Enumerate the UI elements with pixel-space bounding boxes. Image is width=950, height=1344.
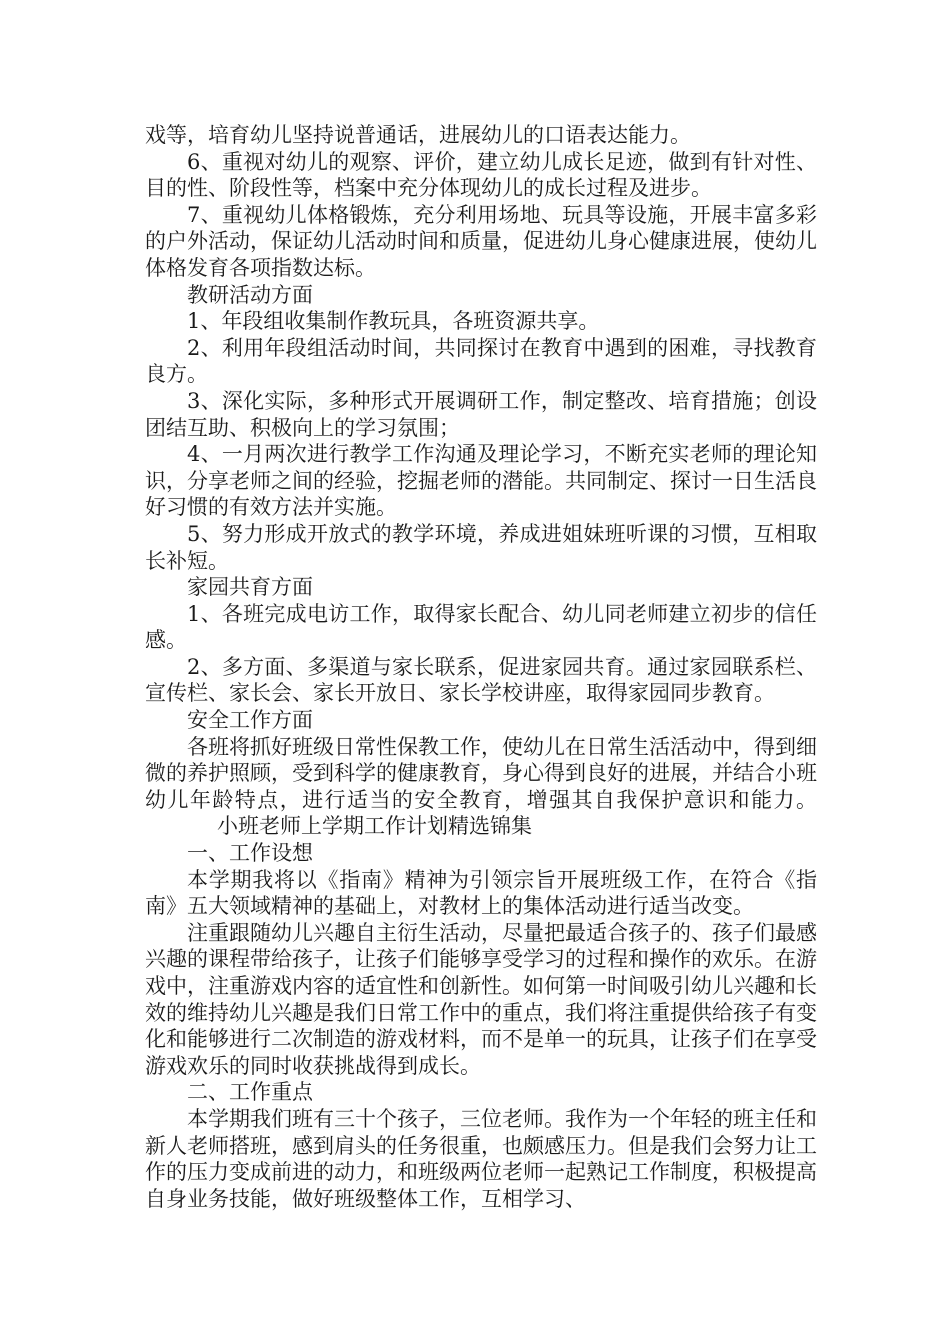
paragraph: 4、一月两次进行教学工作沟通及理论学习，不断充实老师的理论知识，分享老师之间的经验，挖掘老师的潜能。共同制定、探讨一日生活良好习惯的有效方法并实施。 bbox=[145, 442, 817, 520]
section-heading: 家园共育方面 bbox=[187, 575, 313, 600]
paragraph: 2、利用年段组活动时间，共同探讨在教育中遇到的困难，寻找教育良方。 bbox=[145, 335, 817, 387]
paragraph: 注重跟随幼儿兴趣自主衍生活动，尽量把最适合孩子的、孩子们最感兴趣的课程带给孩子，让孩子们能够享受学习的过程和操作的欢乐。在游戏中，注重游戏内容的适宜性和创新性。如何第一时间吸引幼儿兴趣和长效的维持幼儿兴趣是我们日常工作中的重点，我们将注重提供给孩子有变化和能够进行二次制造的游戏材料，而不是单一的玩具，让孩子们在享受游戏欢乐的同时收获挑战得到成长。 bbox=[145, 920, 817, 1078]
paragraph: 2、多方面、多渠道与家长联系，促进家园共育。通过家园联系栏、宣传栏、家长会、家长开放日、家长学校讲座，取得家园同步教育。 bbox=[145, 654, 817, 706]
paragraph: 1、各班完成电访工作，取得家长配合、幼儿同老师建立初步的信任感。 bbox=[145, 601, 817, 653]
paragraph: 戏等，培育幼儿坚持说普通话，进展幼儿的口语表达能力。 bbox=[145, 123, 691, 147]
paragraph bbox=[145, 734, 817, 840]
document-title: 小班老师上学期工作计划精选锦集 bbox=[217, 814, 532, 839]
section-heading: 二、工作重点 bbox=[187, 1080, 313, 1105]
section-heading: 安全工作方面 bbox=[187, 708, 313, 733]
paragraph-text: 各班将抓好班级日常性保教工作，使幼儿在日常生活活动中，得到细微的养护照顾，受到科学的健康教育，身心得到良好的进展，并结合小班幼儿年龄特点，进行适当的安全教育，增强其自我保护意识和能力。 bbox=[145, 734, 817, 812]
section-heading: 教研活动方面 bbox=[187, 282, 313, 307]
paragraph: 本学期我们班有三十个孩子，三位老师。我作为一个年轻的班主任和新人老师搭班，感到肩头的任务很重，也颇感压力。但是我们会努力让工作的压力变成前进的动力，和班级两位老师一起熟记工作制度，积极提高自身业务技能，做好班级整体工作，互相学习、 bbox=[145, 1106, 817, 1211]
paragraph: 3、深化实际，多种形式开展调研工作，制定整改、培育措施；创设团结互助、积极向上的学习氛围； bbox=[145, 388, 817, 440]
paragraph: 5、努力形成开放式的教学环境，养成进姐妹班听课的习惯，互相取长补短。 bbox=[145, 521, 817, 573]
paragraph: 7、重视幼儿体格锻炼，充分利用场地、玩具等设施，开展丰富多彩的户外活动，保证幼儿活动时间和质量，促进幼儿身心健康进展，使幼儿体格发育各项指数达标。 bbox=[145, 202, 817, 280]
paragraph: 6、重视对幼儿的观察、评价，建立幼儿成长足迹，做到有针对性、目的性、阶段性等，档案中充分体现幼儿的成长过程及进步。 bbox=[145, 149, 817, 201]
paragraph: 1、年段组收集制作教玩具，各班资源共享。 bbox=[187, 309, 600, 334]
paragraph: 本学期我将以《指南》精神为引领宗旨开展班级工作，在符合《指南》五大领域精神的基础上，对教材上的集体活动进行适当改变。 bbox=[145, 867, 817, 919]
document-page bbox=[145, 122, 817, 1212]
section-heading: 一、工作设想 bbox=[187, 841, 313, 866]
